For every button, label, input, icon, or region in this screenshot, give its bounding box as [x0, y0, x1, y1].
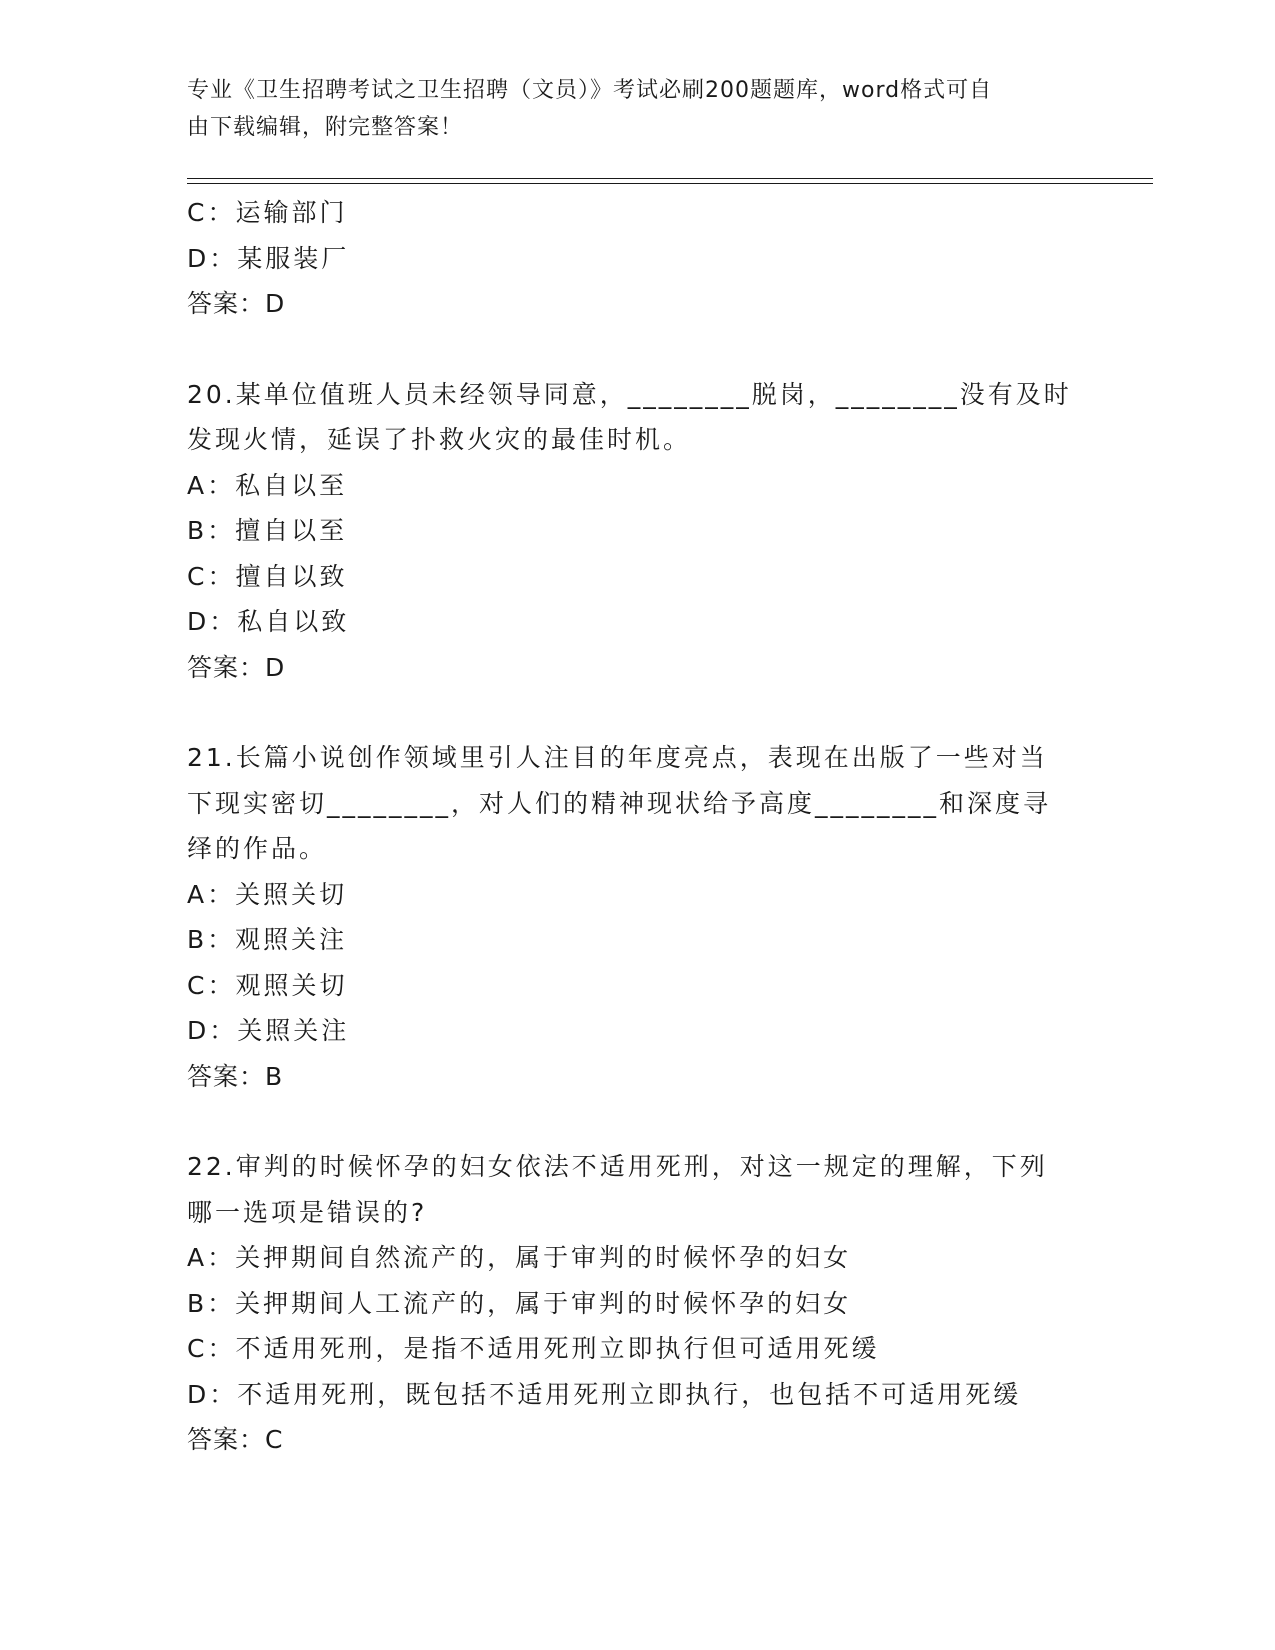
question-22	[187, 1144, 1087, 1463]
document-header	[187, 72, 1067, 146]
question-text-line: 下现实密切________，对人们的精神现状给予高度________和深度寻	[187, 788, 1052, 818]
question-20	[187, 372, 1087, 691]
question-text-line: 发现火情，延误了扑救火灾的最佳时机。	[187, 425, 692, 454]
question-list	[187, 190, 1087, 1463]
option-c: C：不适用死刑，是指不适用死刑立即执行但可适用死缓	[187, 1334, 880, 1363]
question-text-line: 绎的作品。	[187, 834, 328, 863]
option-b: B：擅自以至	[187, 516, 348, 545]
header-line-2: 由下载编辑，附完整答案！	[187, 115, 464, 140]
answer-line: 答案：B	[187, 1061, 284, 1091]
option-d: D：私自以致	[187, 607, 350, 636]
option-c: C：观照关切	[187, 970, 348, 1000]
option-b: B：关押期间人工流产的，属于审判的时候怀孕的妇女	[187, 1288, 852, 1318]
option-a: A：关照关切	[187, 879, 348, 909]
question-text-line: 21.长篇小说创作领域里引人注目的年度亮点，表现在出版了一些对当	[187, 743, 1048, 772]
answer-line: 答案：C	[187, 1425, 284, 1454]
question-text-line: 22.审判的时候怀孕的妇女依法不适用死刑，对这一规定的理解，下列	[187, 1152, 1048, 1181]
header-rule-bottom	[187, 183, 1153, 184]
option-d: D：某服装厂	[187, 243, 350, 273]
question-21	[187, 735, 1087, 1099]
question-fragment-19	[187, 190, 1087, 327]
option-b: B：观照关注	[187, 925, 348, 954]
question-text-line: 20.某单位值班人员未经领导同意，________脱岗，________没有及时	[187, 379, 1072, 409]
header-rule-top	[187, 178, 1153, 179]
option-d: D：不适用死刑，既包括不适用死刑立即执行，也包括不可适用死缓	[187, 1379, 1022, 1409]
answer-line: 答案：D	[187, 289, 286, 318]
answer-line: 答案：D	[187, 652, 286, 682]
option-d: D：关照关注	[187, 1016, 350, 1045]
header-line-1: 专业《卫生招聘考试之卫生招聘（文员）》考试必刷200题题库，word格式可自	[187, 78, 993, 103]
question-text-line: 哪一选项是错误的?	[187, 1197, 428, 1227]
option-a: A：私自以至	[187, 470, 348, 500]
option-a: A：关押期间自然流产的，属于审判的时候怀孕的妇女	[187, 1243, 852, 1272]
option-c: C：擅自以致	[187, 561, 348, 591]
option-c: C：运输部门	[187, 198, 348, 227]
